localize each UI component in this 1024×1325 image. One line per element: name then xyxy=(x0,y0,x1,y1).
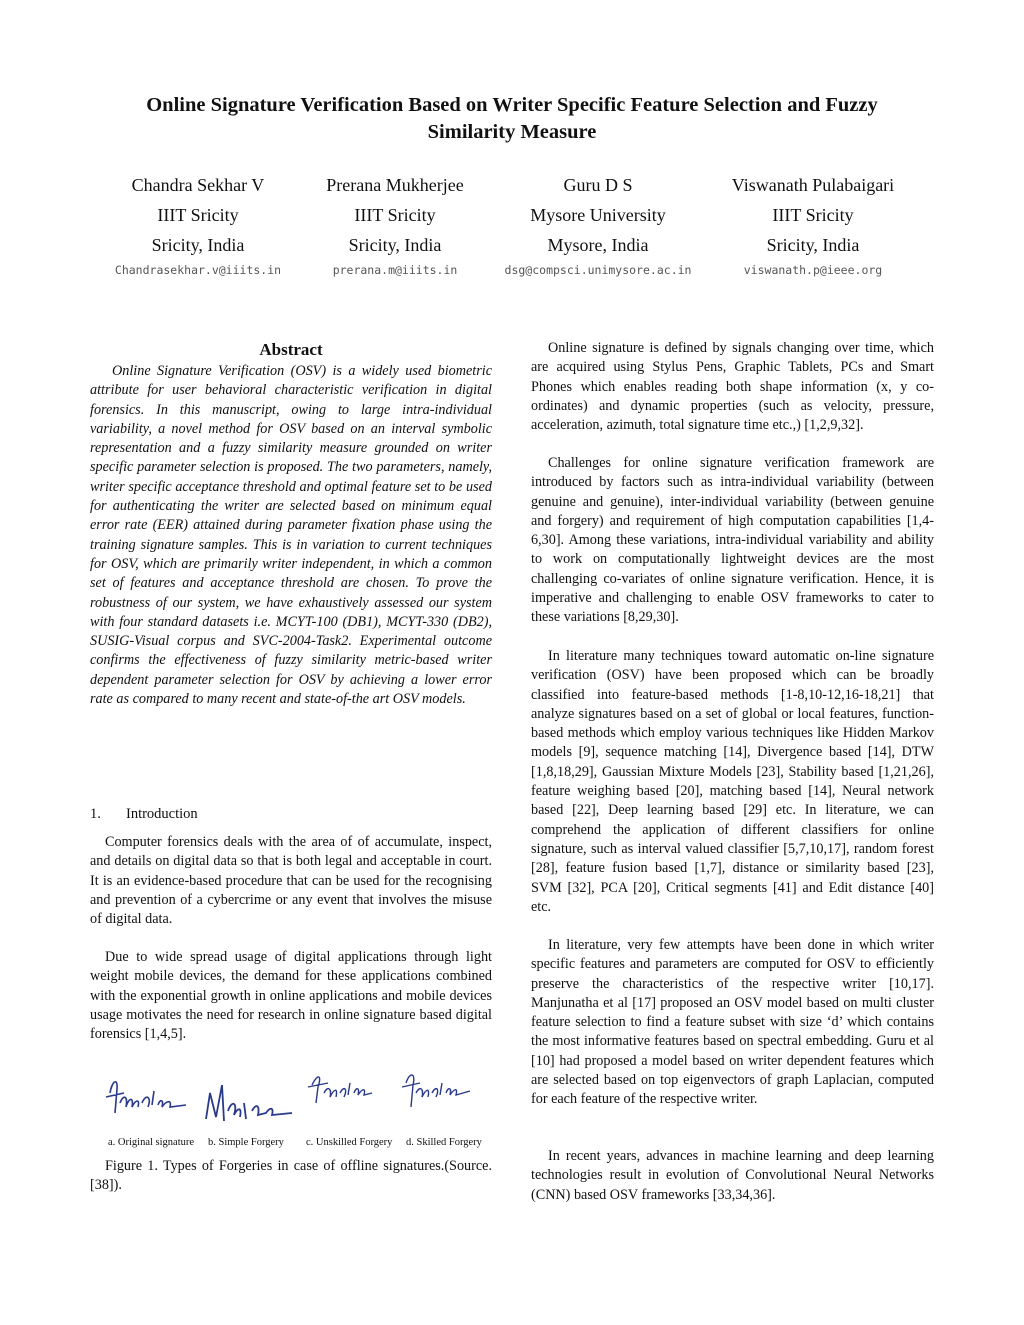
title-line-2: Similarity Measure xyxy=(427,121,597,143)
title-line-1: Online Signature Verification Based on Writer Specific Feature Selection and Fuzzy xyxy=(146,94,878,116)
figure-caption-c: c. Unskilled Forgery xyxy=(306,1137,393,1148)
right-paragraph-4: In literature, very few attempts have been done in which writer specific features and parameters are computed for OSV to efficiently preserve the characteristics of the respective writer [10,17]. Manjunatha et al [17] proposed an OSV model based on multi cluster feature selection to find a feature subset with size ‘d’ which contains the most informative features based on spectral embedding. Guru et al [10] had proposed a model based on writer dependent features which are selected based on top eigenvectors of graph Laplacian, computed for each feature of the respective writer. xyxy=(531,937,934,1108)
original-signature-image xyxy=(102,1063,198,1135)
intro-paragraph-1: Computer forensics deals with the area of of accumulate, inspect, and details on digital data so that is both legal and acceptable in court. It is an evidence-based procedure that can be used for the recognising and prevention of a cybercrime or any event that involves the misuse of digital data. xyxy=(90,834,492,928)
figure-caption-b: b. Simple Forgery xyxy=(208,1137,284,1148)
section-title: Introduction xyxy=(126,806,198,822)
author-email: viswanath.p@ieee.org xyxy=(743,263,883,277)
paper-title xyxy=(60,92,964,146)
author-affiliation: IIIT Sricity xyxy=(354,205,436,225)
abstract-text: Online Signature Verification (OSV) is a widely used biometric attribute for user behavioral characteristic verification in digital forensics. In this manuscript, owing to large intra-individual variability, a novel method for OSV based on an interval symbolic representation and a fuzzy similarity measure grounded on writer specific parameter selection is proposed. The two parameters, namely, writer specific acceptance threshold and optimal feature set to be used for authenticating the writer are selected based on minimum equal error rate (EER) attained during parameter fixation phase using the training signature samples. This is in variation to current techniques for OSV, which are primarily writer independent, in which a common set of features and acceptance threshold are chosen. To prove the robustness of our system, we have exhaustively assessed our system with four standard datasets i.e. MCYT-100 (DB1), MCYT-330 (DB2), SUSIG-Visual corpus and SVC-2004-Task2. Experimental outcome confirms the effectiveness of fuzzy similarity metric-based writer dependent parameter selection for OSV by achieving a lower error rate as compared to many recent and state-of-the art OSV models. xyxy=(90,363,492,708)
author-email: prerana.m@iiits.in xyxy=(332,263,458,277)
right-paragraph-2: Challenges for online signature verification framework are introduced by factors such as intra-individual variability (between genuine and genuine), inter-individual variability (between genuine and forgery) and requirement of high computation capabilities [1,4-6,30]. Among these variations, intra-individual variability and ability to work on computationally lightweight devices are the most challenging co-variates of online signature verification. Hence, it is imperative and challenging to enable OSV frameworks to cater to these variations [8,29,30]. xyxy=(531,455,934,626)
right-paragraph-5: In recent years, advances in machine learning and deep learning technologies result in evolution of Convolutional Neural Networks (CNN) based OSV frameworks [33,34,36]. xyxy=(531,1148,934,1203)
author-name: Guru D S xyxy=(563,175,633,195)
section-number: 1. xyxy=(90,806,101,822)
section-heading xyxy=(90,806,492,823)
forgery-figure xyxy=(96,1063,492,1155)
author-location: Sricity, India xyxy=(348,235,442,255)
author-name: Viswanath Pulabaigari xyxy=(731,175,895,195)
right-paragraph-1: Online signature is defined by signals changing over time, which are acquired using Stylus Pens, Graphic Tablets, PCs and Smart Phones which enables reading both shape information (x, y co-ordinates) and dynamic properties (such as velocity, pressure, acceleration, azimuth, total signature time etc.,) [1,2,9,32]. xyxy=(531,340,934,434)
author-email: dsg@compsci.unimysore.ac.in xyxy=(504,263,692,277)
author-location: Sricity, India xyxy=(151,235,245,255)
author-email: Chandrasekhar.v@iiits.in xyxy=(114,263,282,277)
author-affiliation: IIIT Sricity xyxy=(157,205,239,225)
figure-caption-d: d. Skilled Forgery xyxy=(406,1137,482,1148)
author-affiliation: Mysore University xyxy=(530,205,666,225)
author-affiliation: IIIT Sricity xyxy=(772,205,854,225)
intro-paragraph-2: Due to wide spread usage of digital applications through light weight mobile devices, the demand for these applications combined with the exponential growth in online applications and mobile devices usage motivates the need for research in online signature based digital forensics [1,4,5]. xyxy=(90,949,492,1043)
simple-forgery-image xyxy=(200,1063,296,1135)
author-1 xyxy=(88,170,308,280)
author-2 xyxy=(285,170,505,280)
figure-1-caption: Figure 1. Types of Forgeries in case of offline signatures.(Source.[38]). xyxy=(90,1158,492,1194)
abstract-heading: Abstract xyxy=(259,340,323,359)
author-location: Mysore, India xyxy=(547,235,649,255)
author-name: Prerana Mukherjee xyxy=(326,175,464,195)
unskilled-forgery-image xyxy=(302,1063,398,1135)
author-name: Chandra Sekhar V xyxy=(131,175,265,195)
author-location: Sricity, India xyxy=(766,235,860,255)
right-paragraph-3: In literature many techniques toward automatic on-line signature verification (OSV) have been proposed which can be broadly classified into feature-based methods [1-8,10-12,16-18,21] that analyze signatures based on a set of global or local features, function-based methods which employ various techniques like Hidden Markov models [9], sequence matching [14], Divergence based [14], DTW [1,8,18,29], Gaussian Mixture Models [23], Stability based [1,21,26], feature weighing based [20], matching based [14], Neural network based [22], Deep learning based [29] etc. In literature, we can comprehend the application of different classifiers for online signature, such as interval valued classifier [5,7,10,17], random forest [28], feature fusion based [1,7], distance or similarity based [23], SVM [32], PCA [20], Critical segments [41] and Edit distance [40] etc. xyxy=(531,648,934,915)
author-4 xyxy=(703,170,923,280)
skilled-forgery-image xyxy=(396,1063,492,1135)
figure-caption-a: a. Original signature xyxy=(108,1137,195,1148)
author-3 xyxy=(487,170,709,280)
